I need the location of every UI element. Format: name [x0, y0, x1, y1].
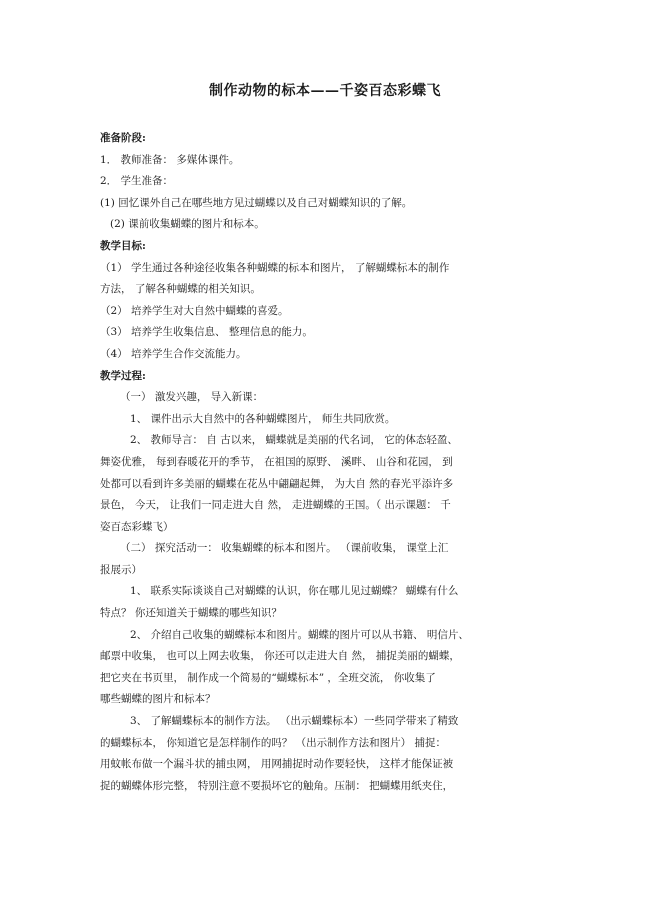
- text-line: 3、 了解蝴蝶标本的制作方法。 （出示蝴蝶标本）一些同学带来了精致: [130, 715, 459, 728]
- text-line: 2、 介绍自己收集的蝴蝶标本和图片。蝴蝶的图片可以从书籍、 明信片、: [130, 628, 469, 641]
- section-heading: 教学过程:: [100, 369, 146, 382]
- text-line: 处都可以看到许多美丽的蝴蝶在花丛中翩翩起舞， 为大自 然的春光平添许多: [100, 477, 454, 490]
- text-line: (1) 回忆课外自己在哪些地方见过蝴蝶以及自己对蝴蝶知识的了解。: [100, 196, 413, 209]
- text-line: 把它夹在书页里， 制作成一个简易的“蝴蝶标本” ，全班交流， 你收集了: [100, 671, 436, 684]
- text-line: （二） 探究活动一： 收集蝴蝶的标本和图片。 （课前收集， 课堂上汇: [120, 542, 449, 555]
- section-heading: 教学目标:: [100, 239, 146, 252]
- text-line: 特点？ 你还知道关于蝴蝶的哪些知识？: [100, 607, 282, 620]
- text-line: （3） 培养学生收集信息、 整理信息的能力。: [100, 326, 313, 339]
- text-line: 2． 学生准备：: [100, 175, 174, 188]
- text-line: (2) 课前收集蝴蝶的图片和标本。: [110, 218, 265, 231]
- text-line: 报展示）: [100, 563, 142, 576]
- section-heading: 准备阶段:: [100, 132, 146, 144]
- document-title: 制作动物的标本——千姿百态彩蝶飞: [209, 83, 441, 99]
- text-line: （4） 培养学生合作交流能力。: [100, 347, 247, 360]
- text-line: 哪些蝴蝶的图片和标本？: [100, 693, 216, 706]
- text-line: （2） 培养学生对大自然中蝴蝶的喜爱。: [100, 304, 289, 317]
- text-line: 捉的蝴蝶体形完整， 特别注意不要损坏它的触角。压制： 把蝴蝶用纸夹住，: [100, 779, 454, 792]
- text-line: 用蚊帐布做一个漏斗状的捕虫网， 用网捕捉时动作要轻快， 这样才能保证被: [100, 758, 454, 771]
- text-line: 方法， 了解各种蝴蝶的相关知识。: [100, 283, 261, 296]
- text-line: 的蝴蝶标本， 你知道它是怎样制作的吗？ （出示制作方法和图片） 捕捉：: [100, 736, 447, 749]
- text-line: 姿百态彩蝶飞）: [100, 520, 174, 533]
- text-line: 景色， 今天， 让我们一同走进大自 然， 走进蝴蝶的王国。（ 出示课题： 千: [100, 499, 451, 512]
- text-line: 2、 教师导言： 自 古以来， 蝴蝶就是美丽的代名词， 它的体态轻盈、: [130, 434, 458, 447]
- text-line: 1、 课件出示大自然中的各种蝴蝶图片， 师生共同欣赏。: [130, 412, 396, 425]
- text-line: （1） 学生通过各种途径收集各种蝴蝶的标本和图片， 了解蝴蝶标本的制作: [100, 261, 450, 274]
- text-line: 1、 联系实际谈谈自己对蝴蝶的认识，你在哪儿见过蝴蝶？ 蝴蝶有什么: [130, 585, 459, 598]
- text-line: 舞姿优雅， 每到春暖花开的季节， 在祖国的原野、 溪畔、 山谷和花园， 到: [100, 455, 453, 468]
- text-line: 邮票中收集， 也可以上网去收集， 你还可以走进大自 然， 捕捉美丽的蝴蝶，: [100, 650, 460, 663]
- text-line: （一） 激发兴趣， 导入新课：: [120, 391, 264, 404]
- text-line: 1． 教师准备： 多媒体课件。: [100, 153, 240, 166]
- document-body: [100, 128, 555, 797]
